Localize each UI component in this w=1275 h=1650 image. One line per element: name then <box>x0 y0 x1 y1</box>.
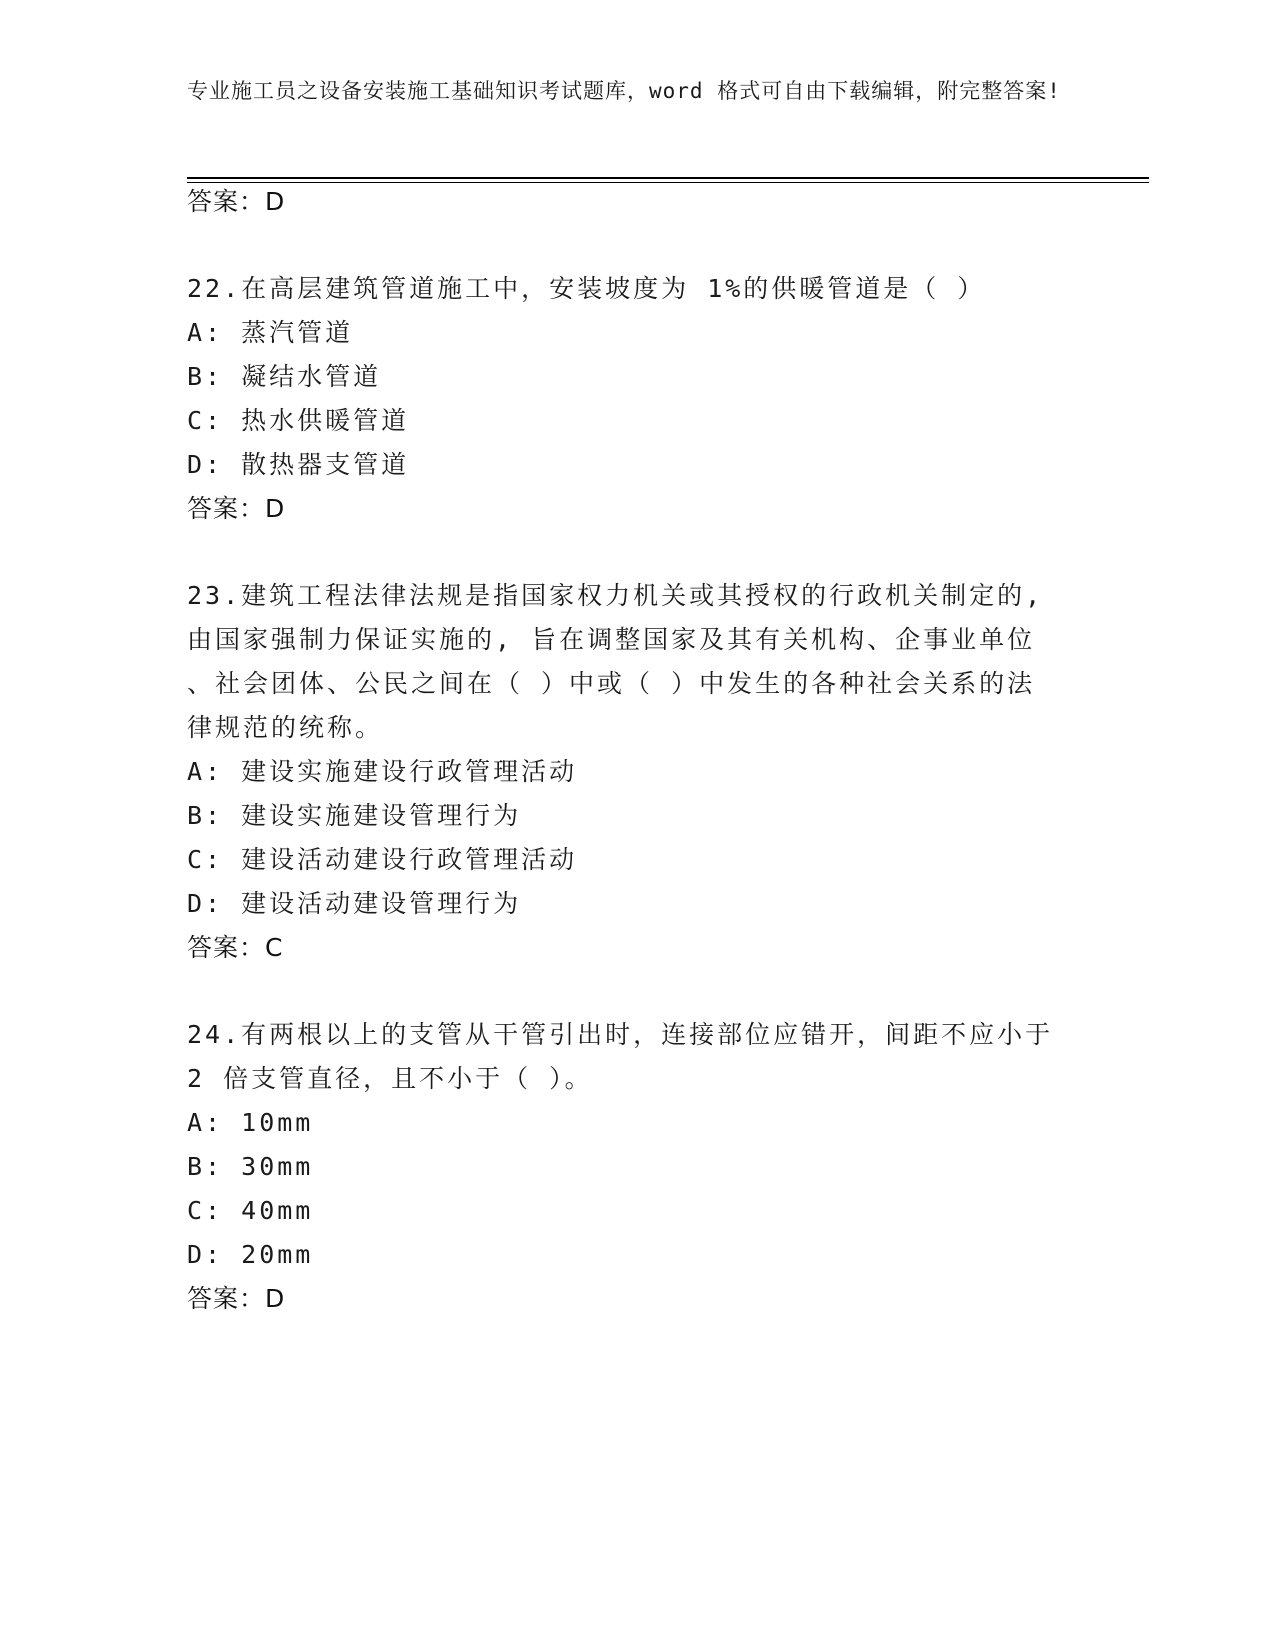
question-24-stem-line-2: 2 倍支管直径，且不小于（ ）。 <box>187 1064 593 1093</box>
question-22-option-a: A: 蒸汽管道 <box>187 318 354 347</box>
question-23-stem-line-1: 23.建筑工程法律法规是指国家权力机关或其授权的行政机关制定的, <box>187 581 1044 610</box>
question-24-option-b: B: 30mm <box>187 1152 314 1181</box>
question-23-stem-line-4: 律规范的统称。 <box>187 713 384 742</box>
question-23-answer: 答案：C <box>187 933 284 962</box>
question-22-option-c: C: 热水供暖管道 <box>187 406 410 435</box>
question-23-option-d: D: 建设活动建设管理行为 <box>187 889 522 918</box>
question-23-option-b: B: 建设实施建设管理行为 <box>187 801 522 830</box>
question-22-answer: 答案：D <box>187 494 286 523</box>
question-24-answer: 答案：D <box>187 1284 286 1313</box>
question-24-option-c: C: 40mm <box>187 1196 314 1225</box>
question-23-stem-line-3: 、社会团体、公民之间在（ ）中或（ ）中发生的各种社会关系的法 <box>187 669 1036 698</box>
question-22-option-d: D: 散热器支管道 <box>187 450 410 479</box>
question-23-option-c: C: 建设活动建设行政管理活动 <box>187 845 578 874</box>
question-24-option-d: D: 20mm <box>187 1240 314 1269</box>
header-rule-thin <box>187 182 1149 183</box>
question-24-option-a: A: 10mm <box>187 1108 314 1137</box>
previous-answer: 答案：D <box>187 187 286 216</box>
question-22-stem-line: 22.在高层建筑管道施工中，安装坡度为 1%的供暖管道是（ ） <box>187 274 986 303</box>
question-23-option-a: A: 建设实施建设行政管理活动 <box>187 757 578 786</box>
document-header: 专业施工员之设备安装施工基础知识考试题库，word 格式可自由下载编辑，附完整答案! <box>187 79 1061 103</box>
header-rule-thick <box>187 177 1149 179</box>
question-24-stem-line-1: 24.有两根以上的支管从干管引出时，连接部位应错开，间距不应小于 <box>187 1020 1054 1049</box>
question-23-stem-line-2: 由国家强制力保证实施的, 旨在调整国家及其有关机构、企事业单位 <box>187 625 1036 654</box>
question-22-option-b: B: 凝结水管道 <box>187 362 382 391</box>
